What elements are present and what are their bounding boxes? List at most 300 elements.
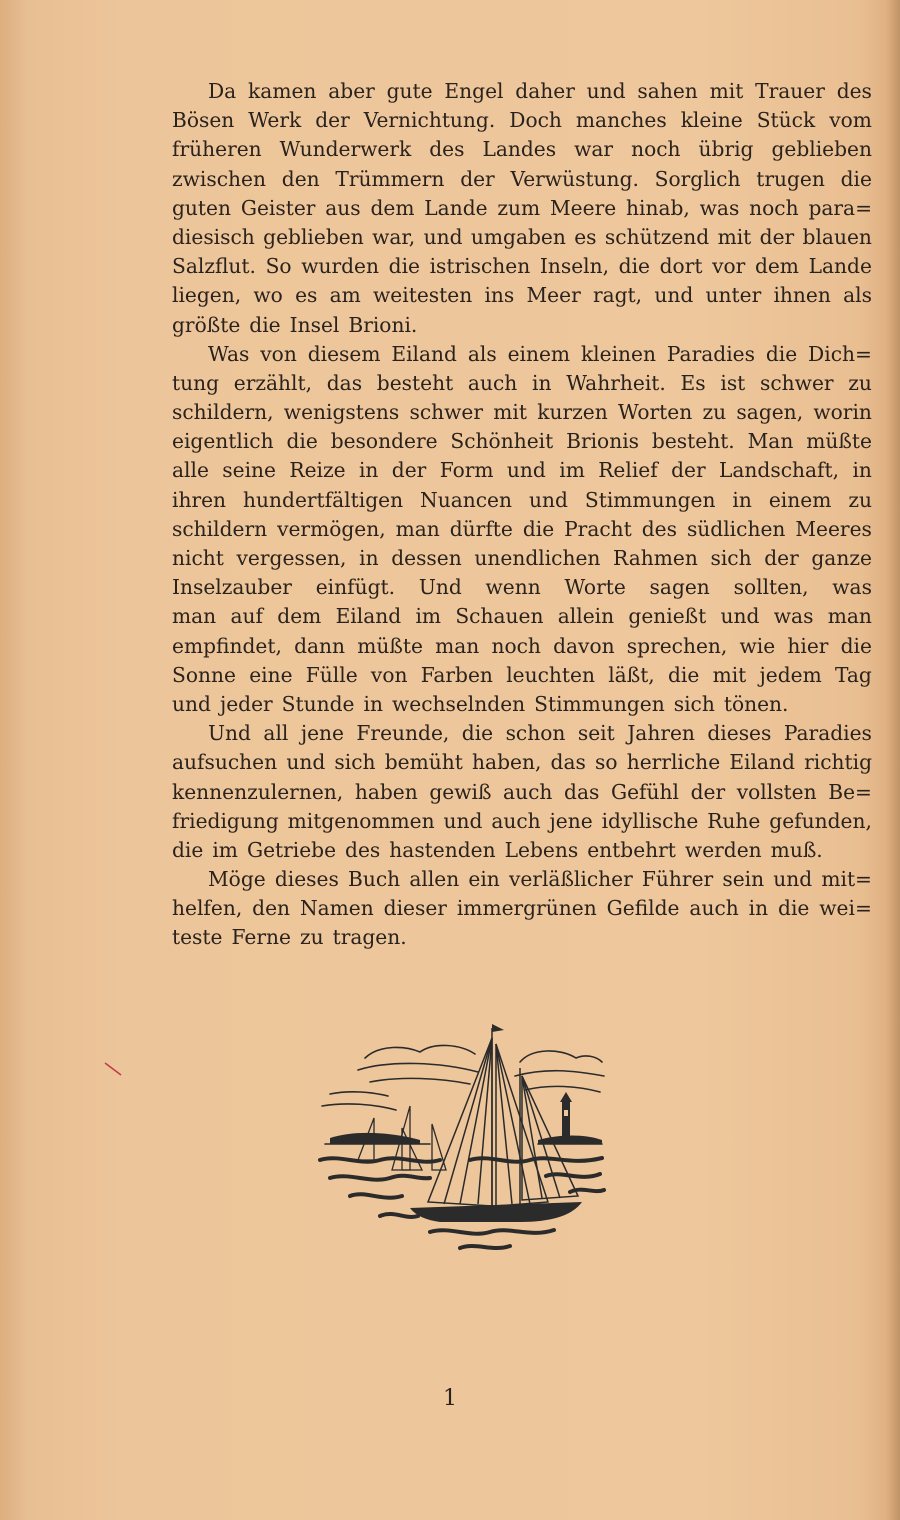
word: das xyxy=(550,750,586,775)
word: sagen, xyxy=(736,400,804,425)
word: die xyxy=(522,516,555,541)
word: dem xyxy=(277,604,322,629)
word: dann xyxy=(294,633,346,658)
word: sollten, xyxy=(733,575,809,600)
text-line xyxy=(172,778,872,807)
text-line xyxy=(172,719,872,748)
word: dort xyxy=(659,254,703,279)
word: kleinen xyxy=(580,341,656,366)
word: wei= xyxy=(819,896,872,921)
word: Freunde, xyxy=(356,721,450,746)
word: Fülle xyxy=(305,662,358,687)
word: und xyxy=(586,79,626,103)
word: südlichen xyxy=(686,516,786,541)
word: so xyxy=(595,750,618,775)
word: es xyxy=(295,283,318,308)
word: diesisch xyxy=(172,224,255,249)
word: immergrünen xyxy=(456,896,597,921)
text-line xyxy=(172,894,872,923)
word: das xyxy=(564,779,600,804)
word: vor xyxy=(712,254,746,279)
word: was xyxy=(773,604,814,629)
word: gute xyxy=(386,79,433,103)
word: eigentlich xyxy=(172,429,274,454)
word: Namen xyxy=(299,896,374,921)
word: empfindet, xyxy=(172,633,282,658)
word: auch xyxy=(503,779,553,804)
page-number: 1 xyxy=(443,1386,457,1411)
word: und xyxy=(423,224,463,249)
word: mit xyxy=(493,400,527,425)
word: größte xyxy=(172,312,241,337)
word: vergessen, xyxy=(236,546,347,570)
word: ragt, xyxy=(592,283,643,308)
word: früheren xyxy=(172,137,262,162)
word: Lebens xyxy=(504,837,579,862)
word: was xyxy=(832,575,872,600)
text-line xyxy=(172,135,872,164)
word: sich xyxy=(710,546,752,570)
word: sahen xyxy=(637,79,698,103)
word: guten xyxy=(172,195,231,220)
word: trugen xyxy=(756,166,825,191)
text-line xyxy=(172,194,872,223)
word: Meer xyxy=(526,283,581,308)
word: in xyxy=(363,691,383,716)
text-line xyxy=(172,486,872,515)
word: Reize xyxy=(289,458,346,483)
word: man xyxy=(395,516,440,541)
word: Relief xyxy=(598,458,658,483)
word: im xyxy=(415,604,442,629)
word: Buch xyxy=(348,867,401,892)
word: und xyxy=(720,604,760,629)
word: Gefilde xyxy=(606,896,680,921)
word: Inselzauber xyxy=(172,575,292,600)
word: Trümmern xyxy=(335,166,445,191)
word: schon xyxy=(505,721,566,746)
word: die xyxy=(667,662,700,687)
word: Meere xyxy=(550,195,617,220)
word: sprechen, xyxy=(626,633,728,658)
word: mitgenommen xyxy=(287,808,435,833)
word: Be= xyxy=(828,779,872,804)
word: mit xyxy=(709,79,744,103)
text-line xyxy=(172,398,872,427)
word: Dich= xyxy=(808,341,872,366)
word: hundertfältigen xyxy=(243,487,404,512)
word: auch xyxy=(689,896,739,921)
word: sich xyxy=(334,750,376,775)
word: Doch xyxy=(509,108,562,133)
word: ins xyxy=(484,283,515,308)
word: vermögen, xyxy=(277,516,386,541)
word: weitesten xyxy=(373,283,473,308)
word: Lande xyxy=(424,195,488,220)
word: der xyxy=(671,458,706,483)
word: den xyxy=(281,166,320,191)
word: dem xyxy=(754,254,799,279)
word: friedigung xyxy=(172,808,279,833)
word: wenn xyxy=(485,575,541,600)
word: nicht xyxy=(172,546,224,570)
word: in xyxy=(748,896,769,921)
word: Da xyxy=(208,79,237,103)
word: Insel xyxy=(289,312,340,337)
word: noch xyxy=(491,633,541,658)
text-line xyxy=(172,515,872,544)
word: Wunderwerk xyxy=(279,137,412,162)
red-pencil-mark xyxy=(104,1062,122,1076)
text-line xyxy=(172,77,872,106)
word: die xyxy=(249,312,281,337)
word: tung xyxy=(172,370,220,395)
word: Man xyxy=(747,429,794,454)
word: der xyxy=(460,166,495,191)
word: von xyxy=(260,341,297,366)
word: als xyxy=(467,341,497,366)
word: jene xyxy=(549,808,593,833)
word: war, xyxy=(372,224,416,249)
word: herrliche xyxy=(626,750,721,775)
word: leuchten xyxy=(506,662,595,687)
word: zum xyxy=(497,195,541,220)
word: hastenden xyxy=(389,837,496,862)
sailing-ship-with-lighthouse-icon xyxy=(310,1020,610,1260)
word: manches xyxy=(575,108,667,133)
word: einfügt. xyxy=(315,575,396,600)
word: zu xyxy=(848,487,872,512)
word: Brioni. xyxy=(348,312,418,337)
word: wurden xyxy=(301,254,380,279)
word: ihnen xyxy=(773,283,831,308)
word: und xyxy=(506,458,546,483)
word: die xyxy=(618,254,650,279)
word: schwer xyxy=(409,400,483,425)
word: vollsten xyxy=(736,779,817,804)
text-line xyxy=(172,602,872,631)
word: in xyxy=(852,458,872,483)
word: man xyxy=(827,604,872,629)
word: Stück xyxy=(756,108,816,133)
word: Und xyxy=(418,575,462,600)
word: besteht xyxy=(376,370,454,395)
word: blauen xyxy=(802,224,872,249)
word: war xyxy=(574,137,614,162)
word: Stunde xyxy=(281,691,355,716)
word: in xyxy=(358,458,379,483)
word: Möge xyxy=(208,867,266,892)
word: dieses xyxy=(707,721,772,746)
word: schildern, xyxy=(172,400,274,425)
text-line xyxy=(172,923,872,952)
word: die xyxy=(172,837,204,862)
word: es xyxy=(574,224,597,249)
word: Ruhe xyxy=(707,808,761,833)
word: zu xyxy=(848,370,872,395)
text-line xyxy=(172,252,872,281)
word: Tag xyxy=(835,662,872,687)
word: in xyxy=(359,546,379,570)
word: die xyxy=(840,166,872,191)
word: und xyxy=(773,867,813,892)
word: und xyxy=(443,808,483,833)
word: Jahren xyxy=(627,721,695,746)
word: hier xyxy=(787,633,829,658)
word: zwischen xyxy=(172,166,266,191)
word: jene xyxy=(300,721,344,746)
word: Und xyxy=(208,721,251,746)
word: geblieben xyxy=(263,224,364,249)
text-line xyxy=(172,281,872,310)
word: Paradies xyxy=(783,721,872,746)
word: Gefühl xyxy=(610,779,679,804)
word: Eiland xyxy=(391,341,457,366)
word: Es xyxy=(680,370,706,395)
word: Form xyxy=(439,458,494,483)
word: Farben xyxy=(420,662,493,687)
word: diesem xyxy=(307,341,381,366)
word: Werk xyxy=(248,108,302,133)
word: Sonne xyxy=(172,662,236,687)
word: in xyxy=(732,487,752,512)
word: des xyxy=(429,137,465,162)
word: das xyxy=(326,370,363,395)
word: allein xyxy=(557,604,615,629)
word: gefunden, xyxy=(769,808,872,833)
word: schützend xyxy=(604,224,710,249)
word: und xyxy=(528,487,568,512)
word: auf xyxy=(230,604,263,629)
word: Landes xyxy=(482,137,557,162)
word: unendlichen xyxy=(474,546,601,570)
word: vom xyxy=(829,108,872,133)
word: als xyxy=(843,283,872,308)
word: alle xyxy=(172,458,209,483)
word: Worte xyxy=(564,575,626,600)
word: Führer xyxy=(641,867,714,892)
word: Schauen xyxy=(455,604,544,629)
word: die xyxy=(388,254,420,279)
word: unter xyxy=(705,283,762,308)
word: und xyxy=(654,283,694,308)
body-text xyxy=(172,77,872,953)
word: aus xyxy=(325,195,361,220)
word: Lande xyxy=(808,254,872,279)
word: haben, xyxy=(472,750,542,775)
word: dürfte xyxy=(449,516,513,541)
word: noch xyxy=(631,137,681,162)
text-line xyxy=(172,748,872,777)
text-line xyxy=(172,427,872,456)
word: gewiß xyxy=(429,779,492,804)
word: Sorglich xyxy=(654,166,741,191)
word: auch xyxy=(491,808,541,833)
word: Worten xyxy=(618,400,693,425)
word: Wahrheit. xyxy=(566,370,666,395)
word: aber xyxy=(328,79,375,103)
word: hinab, xyxy=(626,195,690,220)
word: sich xyxy=(673,691,715,716)
word: wie xyxy=(739,633,776,658)
word: jedem xyxy=(759,662,822,687)
text-line xyxy=(172,165,872,194)
word: muß. xyxy=(770,837,823,862)
word: besondere xyxy=(330,429,438,454)
word: zu xyxy=(299,925,324,950)
text-line xyxy=(172,836,872,865)
word: kamen xyxy=(248,79,317,103)
word: Eiland xyxy=(335,604,402,629)
word: Pracht xyxy=(564,516,632,541)
word: wechselnden xyxy=(391,691,526,716)
word: Schönheit xyxy=(450,429,554,454)
word: die xyxy=(286,429,318,454)
word: ihren xyxy=(172,487,227,512)
word: eine xyxy=(249,662,293,687)
word: und xyxy=(172,691,211,716)
word: verläßlicher xyxy=(508,867,633,892)
word: der xyxy=(690,779,726,804)
text-line xyxy=(172,369,872,398)
word: Salzflut. xyxy=(172,254,256,279)
word: haben xyxy=(354,779,418,804)
text-line xyxy=(172,573,872,602)
word: dieser xyxy=(383,896,447,921)
word: Paradies xyxy=(666,341,755,366)
word: man xyxy=(435,633,480,658)
word: Vernichtung. xyxy=(363,108,496,133)
word: richtig xyxy=(804,750,872,775)
word: mit= xyxy=(821,867,872,892)
word: müßte xyxy=(806,429,872,454)
word: genießt xyxy=(628,604,707,629)
page-edge-shadow xyxy=(886,0,900,1520)
word: Brionis xyxy=(566,429,640,454)
word: davon xyxy=(553,633,615,658)
word: Rahmen xyxy=(613,546,698,570)
word: wo xyxy=(253,283,283,308)
word: kennenzulernen, xyxy=(172,779,344,804)
word: man xyxy=(172,604,217,629)
word: So xyxy=(265,254,292,279)
text-line xyxy=(172,456,872,485)
word: liegen, xyxy=(172,283,242,308)
word: Meeres xyxy=(795,516,872,541)
text-line xyxy=(172,223,872,252)
word: worin xyxy=(813,400,872,425)
text-line xyxy=(172,661,872,690)
word: teste xyxy=(172,925,223,950)
word: daher xyxy=(515,79,575,103)
word: erzählt, xyxy=(233,370,313,395)
word: aufsuchen xyxy=(172,750,278,775)
word: dieses xyxy=(274,867,339,892)
word: übrig xyxy=(698,137,754,162)
word: Getriebe xyxy=(246,837,337,862)
word: der xyxy=(764,546,799,570)
word: Stimmungen xyxy=(534,691,665,716)
word: para= xyxy=(808,195,872,220)
word: Verwüstung. xyxy=(510,166,639,191)
word: idyllische xyxy=(601,808,699,833)
word: Trauer xyxy=(755,79,825,103)
word: Inseln, xyxy=(539,254,610,279)
word: Bösen xyxy=(172,108,235,133)
word: Was xyxy=(208,341,250,366)
word: umgaben xyxy=(470,224,566,249)
word: werden xyxy=(684,837,762,862)
word: der xyxy=(315,108,350,133)
word: ein xyxy=(468,867,500,892)
word: helfen, xyxy=(172,896,243,921)
word: den xyxy=(252,896,291,921)
word: ganze xyxy=(811,546,872,570)
text-line xyxy=(172,106,872,135)
word: noch xyxy=(749,195,799,220)
word: sagen xyxy=(649,575,710,600)
word: der xyxy=(759,224,795,249)
word: Eiland xyxy=(729,750,795,775)
word: jeder xyxy=(219,691,273,716)
word: entbehrt xyxy=(587,837,676,862)
word: geblieben xyxy=(771,137,872,162)
text-line xyxy=(172,544,872,573)
word: und xyxy=(286,750,326,775)
text-line xyxy=(172,690,872,719)
word: Stimmungen xyxy=(584,487,716,512)
word: im xyxy=(559,458,585,483)
word: mit xyxy=(712,662,747,687)
word: was xyxy=(699,195,740,220)
word: ist xyxy=(720,370,746,395)
word: tragen. xyxy=(332,925,407,950)
word: sein xyxy=(722,867,765,892)
word: tönen. xyxy=(723,691,789,716)
word: wenigstens xyxy=(283,400,400,425)
word: Engel xyxy=(444,79,504,103)
word: müßte xyxy=(357,633,423,658)
word: dessen xyxy=(391,546,462,570)
word: besteht. xyxy=(651,429,735,454)
word: bemüht xyxy=(384,750,463,775)
word: die xyxy=(461,721,494,746)
word: dem xyxy=(370,195,415,220)
word: mit xyxy=(717,224,752,249)
word: einem xyxy=(768,487,832,512)
word: im xyxy=(212,837,238,862)
word: Geister xyxy=(240,195,316,220)
text-line xyxy=(172,632,872,661)
word: kurzen xyxy=(537,400,608,425)
word: schwer xyxy=(760,370,834,395)
word: die xyxy=(840,633,872,658)
text-line xyxy=(172,340,872,369)
word: Ferne xyxy=(231,925,291,950)
word: auch xyxy=(467,370,518,395)
word: allen xyxy=(409,867,460,892)
word: Nuancen xyxy=(420,487,513,512)
word: des xyxy=(836,79,872,103)
word: schildern xyxy=(172,516,268,541)
word: von xyxy=(370,662,408,687)
word: die xyxy=(778,896,810,921)
word: einem xyxy=(507,341,571,366)
word: seit xyxy=(577,721,615,746)
word: des xyxy=(641,516,677,541)
word: des xyxy=(345,837,381,862)
word: Landschaft, xyxy=(718,458,840,483)
